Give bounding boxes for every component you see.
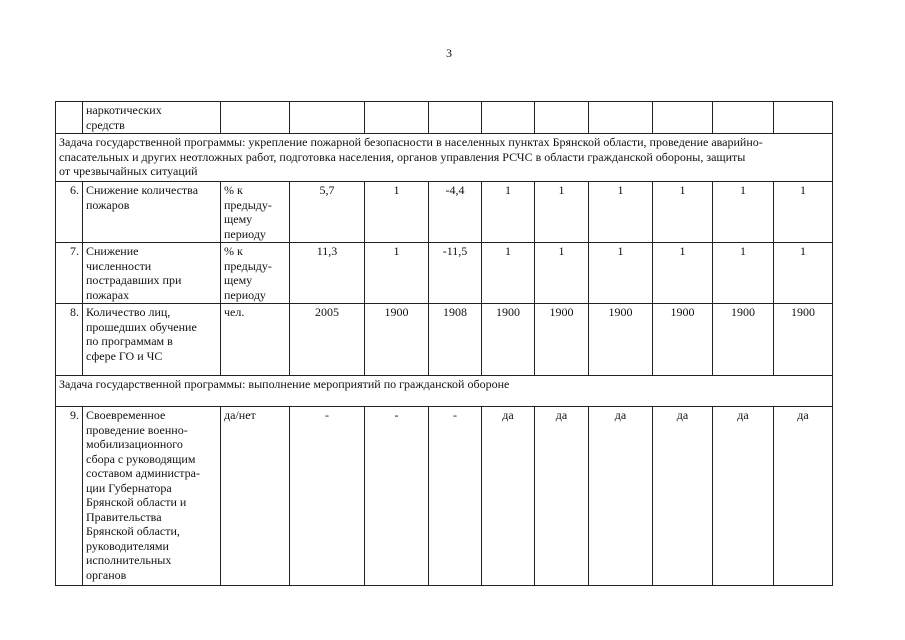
indicator-name-cell [83, 407, 221, 586]
value-cell: 1900 [589, 304, 653, 376]
unit-line: да/нет [224, 408, 256, 422]
value-cell: 5,7 [290, 182, 365, 243]
value-cell: 1900 [365, 304, 429, 376]
value-cell: 1900 [653, 304, 713, 376]
task-heading-line: Задача государственной программы: выполнение мероприятий по гражданской обороне [59, 377, 510, 391]
unit-line: чел. [224, 305, 245, 319]
indicator-name-line: сфере ГО и ЧС [86, 348, 163, 363]
indicator-name-line: Снижение [86, 244, 139, 258]
indicator-name-line: Снижение количества [86, 183, 199, 197]
indicator-name-cell [83, 182, 221, 243]
indicator-name-line: руководителями [86, 538, 169, 553]
indicator-name-line: средств [86, 117, 125, 132]
value-cell: - [365, 407, 429, 586]
row-number: 7. [56, 243, 83, 304]
unit-cell [221, 304, 290, 376]
value-cell [713, 102, 774, 134]
value-cell: да [713, 407, 774, 586]
value-cell: 1 [482, 182, 535, 243]
indicator-name-line: мобилизационного [86, 437, 183, 451]
value-cell: 1900 [713, 304, 774, 376]
task-heading [56, 134, 833, 182]
value-cell [482, 102, 535, 134]
task-heading-line: от чрезвычайных ситуаций [59, 164, 198, 178]
indicator-name-line: органов [86, 567, 127, 582]
task-heading-line: спасательных и других неотложных работ, подготовка населения, органов управления РСЧС в области гражданской обороны, защиты [59, 149, 746, 164]
indicator-name-line: Своевременное [86, 408, 166, 422]
indicator-name-line: прошедших обучение [86, 319, 197, 334]
unit-line: периоду [224, 226, 266, 241]
value-cell [365, 102, 429, 134]
value-cell: 1 [774, 243, 833, 304]
unit-line: предыду- [224, 197, 272, 212]
row-number: 8. [56, 304, 83, 376]
value-cell: 1 [589, 182, 653, 243]
value-cell: да [653, 407, 713, 586]
indicator-name-line: исполнительных [86, 553, 172, 567]
indicator-name-line: пожаров [86, 197, 130, 212]
unit-line: щему [224, 273, 253, 287]
unit-cell [221, 102, 290, 134]
indicator-name-cell [83, 304, 221, 376]
value-cell: да [774, 407, 833, 586]
value-cell: да [482, 407, 535, 586]
value-cell: 1 [653, 182, 713, 243]
page-number: 3 [446, 46, 452, 60]
indicator-name-line: численности [86, 258, 152, 273]
value-cell: 2005 [290, 304, 365, 376]
value-cell: 1 [482, 243, 535, 304]
task-row [56, 134, 833, 182]
unit-cell [221, 243, 290, 304]
value-cell: 1 [535, 243, 589, 304]
unit-line: предыду- [224, 258, 272, 273]
value-cell: 1 [365, 182, 429, 243]
row-number: 6. [56, 182, 83, 243]
indicator-name-line: ции Губернатора [86, 480, 172, 495]
value-cell [589, 102, 653, 134]
value-cell: - [429, 407, 482, 586]
value-cell: 1 [589, 243, 653, 304]
unit-cell [221, 182, 290, 243]
indicator-name-line: по программам в [86, 334, 173, 348]
indicator-name-line: Правительства [86, 509, 162, 524]
task-row [56, 376, 833, 407]
value-cell [429, 102, 482, 134]
indicator-name-line: пострадавших при [86, 273, 182, 287]
value-cell: 1900 [535, 304, 589, 376]
indicators-table [55, 101, 833, 586]
value-cell: -4,4 [429, 182, 482, 243]
indicator-name-line: Брянской области, [86, 524, 180, 538]
value-cell: - [290, 407, 365, 586]
value-cell: 1900 [774, 304, 833, 376]
indicator-name-line: проведение военно- [86, 422, 188, 437]
table-row [56, 407, 833, 586]
unit-line: периоду [224, 287, 266, 302]
value-cell: да [589, 407, 653, 586]
row-number: 9. [56, 407, 83, 586]
value-cell: 1900 [482, 304, 535, 376]
value-cell: 1 [774, 182, 833, 243]
value-cell: 1 [713, 182, 774, 243]
indicator-name-line: сбора с руководящим [86, 451, 196, 466]
indicator-name-line: составом администра- [86, 466, 200, 480]
value-cell [535, 102, 589, 134]
value-cell: 1908 [429, 304, 482, 376]
unit-line: % к [224, 244, 243, 258]
indicator-name-line: Количество лиц, [86, 305, 171, 319]
table-row [56, 182, 833, 243]
value-cell: 1 [365, 243, 429, 304]
row-number-cell [56, 102, 83, 134]
value-cell: 11,3 [290, 243, 365, 304]
value-cell: 1 [653, 243, 713, 304]
task-heading-line: Задача государственной программы: укрепление пожарной безопасности в населенных пунктах Брянской области, проведение аварийно- [59, 135, 763, 149]
value-cell: -11,5 [429, 243, 482, 304]
value-cell [653, 102, 713, 134]
value-cell: да [535, 407, 589, 586]
value-cell: 1 [713, 243, 774, 304]
table-row [56, 102, 833, 134]
indicator-name-line: Брянской области и [86, 495, 187, 509]
unit-cell [221, 407, 290, 586]
indicator-name-line: пожарах [86, 287, 130, 302]
indicator-name-line: наркотических [86, 103, 162, 117]
unit-line: щему [224, 212, 253, 226]
table-row [56, 243, 833, 304]
indicator-name-cell [83, 243, 221, 304]
table-row [56, 304, 833, 376]
task-heading [56, 376, 833, 407]
value-cell [774, 102, 833, 134]
indicator-name-cell [83, 102, 221, 134]
value-cell [290, 102, 365, 134]
unit-line: % к [224, 183, 243, 197]
value-cell: 1 [535, 182, 589, 243]
